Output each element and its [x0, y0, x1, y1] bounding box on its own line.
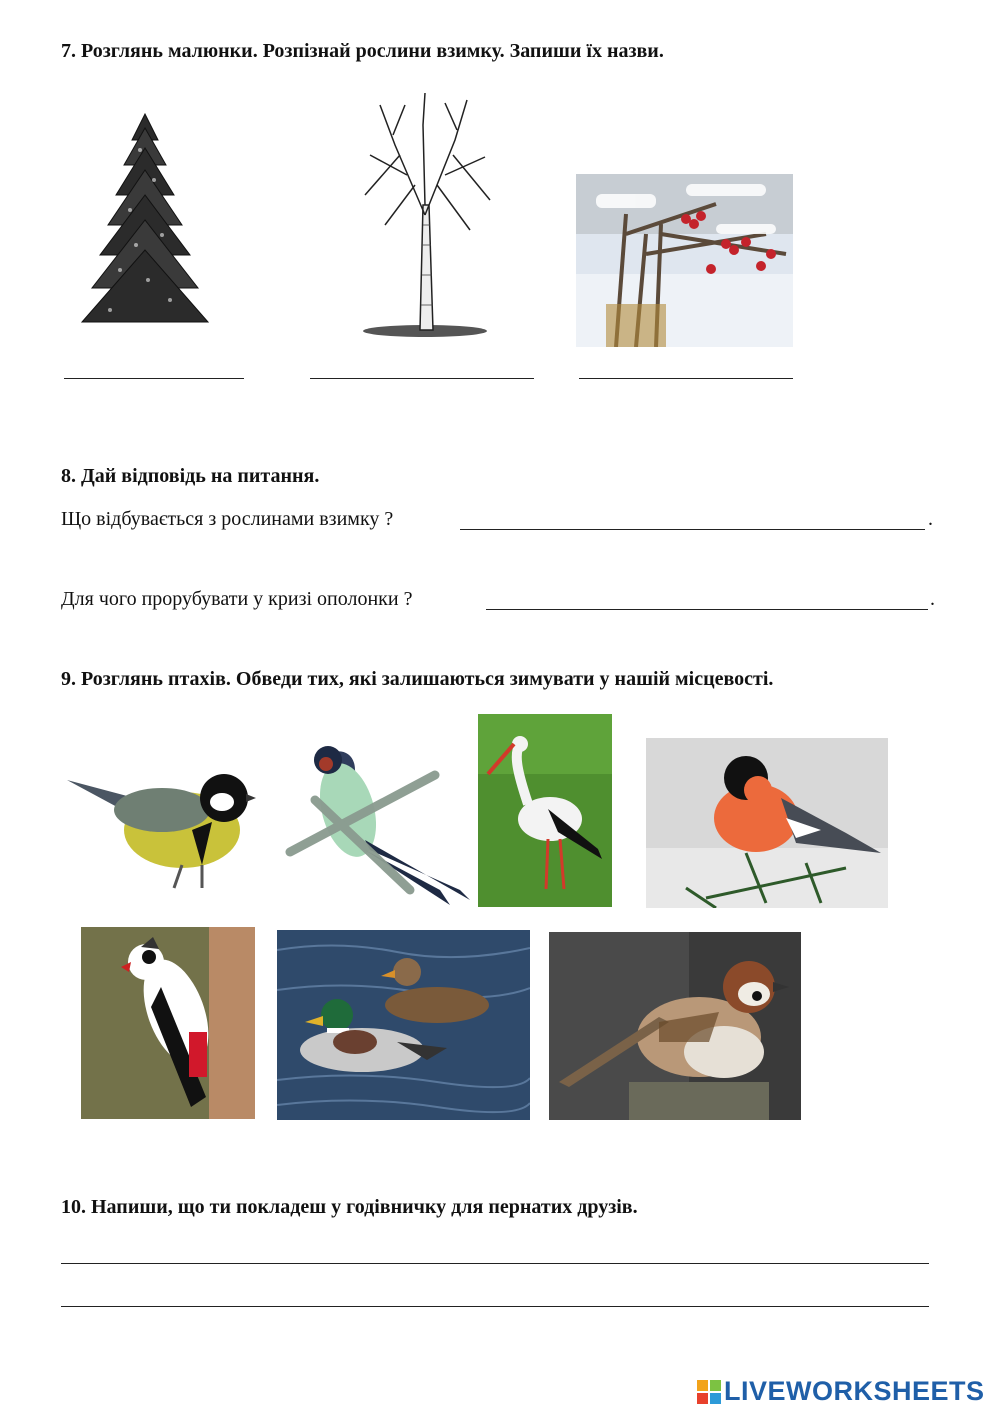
spruce-tree-image: [70, 110, 220, 330]
q7-heading: 7. Розглянь малюнки. Розпізнай рослини взимку. Запиши їх назви.: [61, 40, 664, 62]
liveworksheets-logo-text[interactable]: LIVEWORKSHEETS: [724, 1376, 985, 1406]
bullfinch-image[interactable]: [646, 738, 888, 908]
answer-2-field[interactable]: [310, 378, 534, 379]
swallow-image[interactable]: [280, 740, 475, 905]
q8-question-2: Для чого прорубувати у кризі ополонки ?: [61, 588, 413, 610]
answer-1-field[interactable]: [64, 378, 244, 379]
woodpecker-image[interactable]: [81, 927, 255, 1119]
q8-question-1: Що відбувається з рослинами взимку ?: [61, 508, 394, 530]
q9-heading: 9. Розглянь птахів. Обведи тих, які залишаються зимувати у нашій місцевості.: [61, 668, 774, 690]
q8-period-1: .: [928, 508, 933, 530]
great-tit-image[interactable]: [62, 760, 258, 895]
q8-answer-1-field[interactable]: [460, 529, 925, 530]
answer-3-field[interactable]: [579, 378, 793, 379]
ducks-image[interactable]: [277, 930, 530, 1120]
q8-heading: 8. Дай відповідь на питання.: [61, 465, 320, 487]
viburnum-bush-image: [576, 174, 793, 347]
stork-image[interactable]: [478, 714, 612, 907]
q10-heading: 10. Напиши, що ти покладеш у годівничку для пернатих друзів.: [61, 1196, 638, 1218]
birch-tree-image: [345, 85, 505, 340]
q10-answer-line-2[interactable]: [61, 1306, 929, 1307]
sparrow-image[interactable]: [549, 932, 801, 1120]
q8-answer-2-field[interactable]: [486, 609, 928, 610]
q8-period-2: .: [930, 588, 935, 610]
liveworksheets-logo-icon: [697, 1380, 721, 1404]
q10-answer-line-1[interactable]: [61, 1263, 929, 1264]
